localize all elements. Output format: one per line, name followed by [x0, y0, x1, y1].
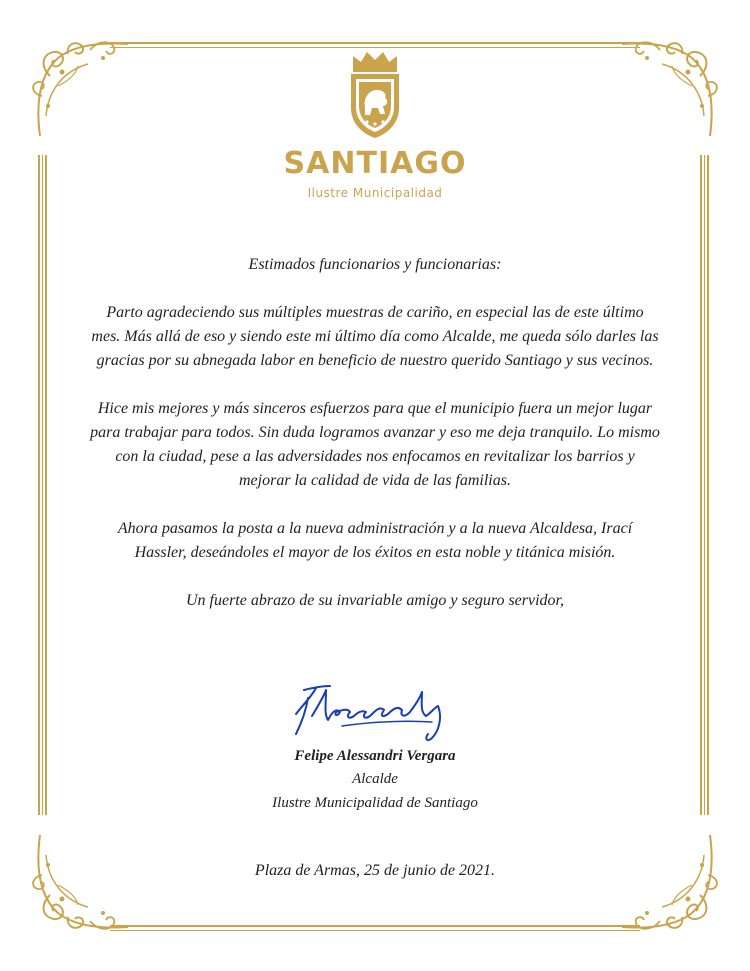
closing: Un fuerte abrazo de su invariable amigo y seguro servidor,	[185, 592, 565, 609]
handwritten-signature	[282, 676, 462, 746]
santiago-coat-of-arms-icon	[347, 48, 403, 140]
corner-flourish-icon	[28, 36, 138, 146]
paragraph: Parto agradeciendo sus múltiples muestras de cariño, en especial las de este último mes. Más allá de eso y siendo este mi último día como Alcalde, me queda sólo darles las gracias por su abnegada labor en beneficio de nuestro querido Santiago y sus vecinos.	[91, 304, 659, 369]
frame-line-bottom	[110, 925, 640, 933]
corner-flourish-icon	[612, 36, 722, 146]
paragraph: Hice mis mejores y más sinceros esfuerzos para que el municipio fuera un mejor lugar para trabajar para todos. Sin duda logramos avanzar y eso me deja tranquilo. Lo mismo con la ciudad, pese a las adversidades nos enfocamos en revitalizar los barrios y mejorar la calidad de vida de las familias.	[90, 400, 660, 489]
frame-line-left	[38, 155, 48, 815]
place-and-date: Plaza de Armas, 25 de junio de 2021.	[254, 862, 496, 879]
brand-subtitle: Ilustre Municipalidad	[307, 186, 443, 200]
paragraph: Ahora pasamos la posta a la nueva administración y a la nueva Alcaldesa, Irací Hassler, deseándoles el mayor de los éxitos en esta noble y titánica misión.	[117, 520, 633, 561]
salutation: Estimados funcionarios y funcionarias:	[248, 256, 502, 273]
signer-role: Alcalde	[352, 771, 398, 787]
letter-body	[90, 253, 660, 637]
corner-flourish-icon	[28, 825, 138, 935]
signer-name: Felipe Alessandri Vergara	[294, 748, 456, 764]
corner-flourish-icon	[612, 825, 722, 935]
brand-name: SANTIAGO	[283, 146, 467, 181]
frame-line-right	[700, 155, 710, 815]
signer-organization: Ilustre Municipalidad de Santiago	[272, 795, 478, 811]
